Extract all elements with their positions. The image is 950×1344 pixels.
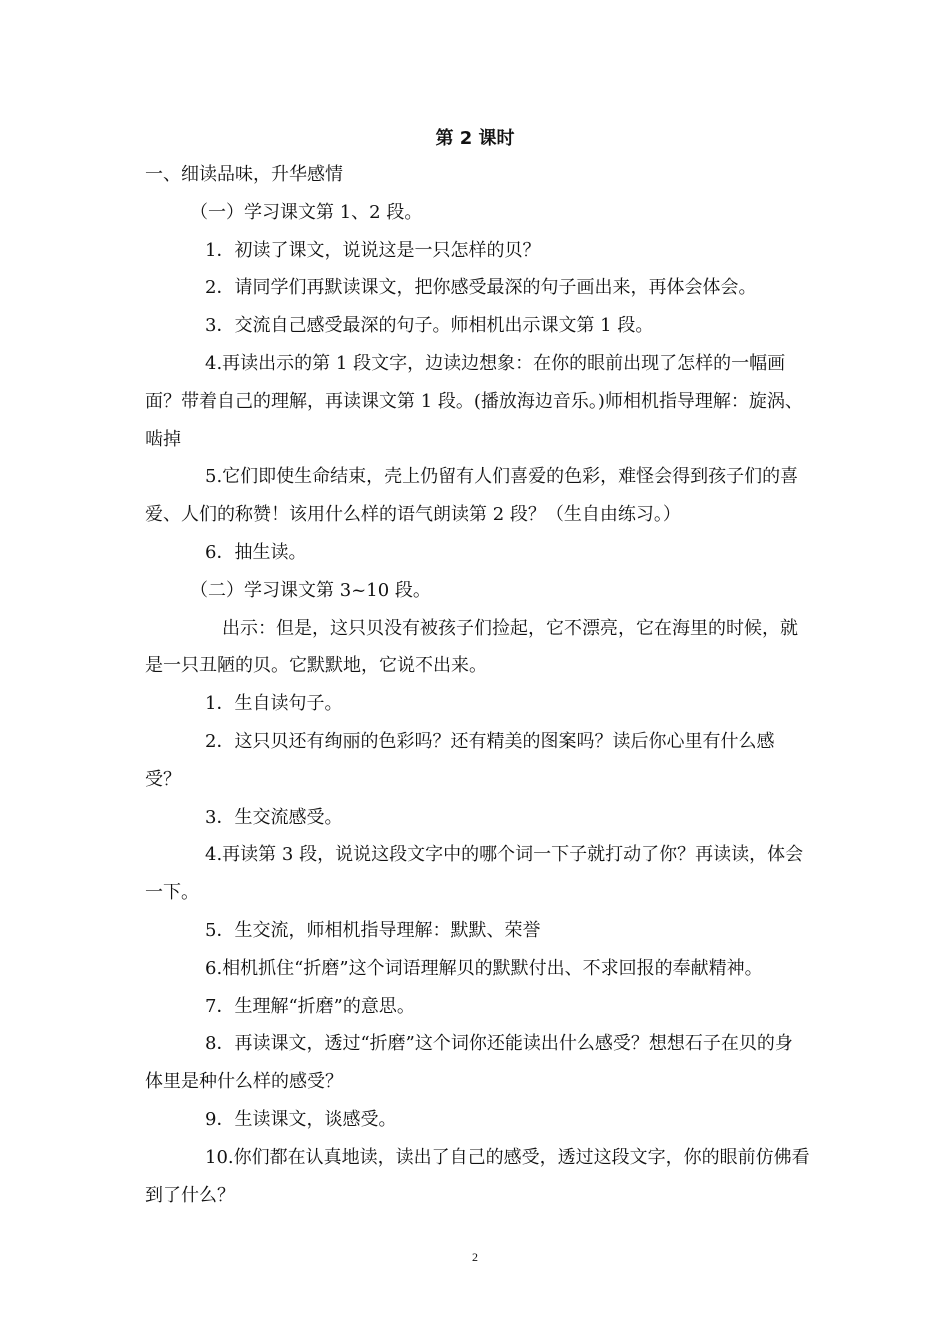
list-item: 2．请同学们再默读课文，把你感受最深的句子画出来，再体会体会。 bbox=[205, 277, 757, 299]
list-item: 6.相机抓住“折磨”这个词语理解贝的默默付出、不求回报的奉献精神。 bbox=[205, 957, 763, 979]
list-item: 1．初读了课文，说说这是一只怎样的贝？ bbox=[205, 239, 541, 261]
list-item: 5．生交流，师相机指导理解：默默、荣誉 bbox=[205, 919, 541, 941]
list-item: 4.再读第 3 段，说说这段文字中的哪个词一下子就打动了你？再读读，体会一下。 bbox=[145, 844, 804, 904]
list-item: 8．再读课文，透过“折磨”这个词你还能读出什么感受？想想石子在贝的身体里是种什么样的感受？ bbox=[145, 1033, 793, 1093]
list-item: 9．生读课文，谈感受。 bbox=[205, 1108, 397, 1130]
list-item: 3．生交流感受。 bbox=[205, 806, 343, 828]
list-item: 5.它们即使生命结束，壳上仍留有人们喜爱的色彩，难怪会得到孩子们的喜爱、人们的称赞！该用什么样的语气朗读第 2 段？（生自由练习。） bbox=[145, 466, 799, 526]
subsection-heading: （一）学习课文第 1、2 段。 bbox=[190, 201, 423, 223]
list-item: 2．这只贝还有绚丽的色彩吗？还有精美的图案吗？读后你心里有什么感受？ bbox=[145, 730, 775, 790]
section-heading: 一、细读品味，升华感情 bbox=[145, 164, 343, 185]
document-body bbox=[145, 156, 810, 1214]
list-item: 3．交流自己感受最深的句子。师相机出示课文第 1 段。 bbox=[205, 315, 654, 337]
list-item: 6．抽生读。 bbox=[205, 541, 307, 563]
list-item: 10.你们都在认真地读，读出了自己的感受，透过这段文字，你的眼前仿佛看到了什么？ bbox=[145, 1146, 810, 1206]
lesson-title: 第 2 课时 bbox=[435, 128, 515, 149]
list-item: 1．生自读句子。 bbox=[205, 693, 343, 715]
subsection-heading: （二）学习课文第 3~10 段。 bbox=[190, 579, 431, 601]
list-item: 7．生理解“折磨”的意思。 bbox=[205, 995, 415, 1017]
quoted-passage: 出示：但是，这只贝没有被孩子们捡起，它不漂亮，它在海里的时候，就是一只丑陋的贝。它默默地，它说不出来。 bbox=[145, 617, 798, 677]
list-item: 4.再读出示的第 1 段文字，边读边想象：在你的眼前出现了怎样的一幅画面？带着自己的理解，再读课文第 1 段。(播放海边音乐。)师相机指导理解：旋涡、啮掉 bbox=[145, 352, 803, 450]
page-number: 2 bbox=[472, 1250, 478, 1264]
